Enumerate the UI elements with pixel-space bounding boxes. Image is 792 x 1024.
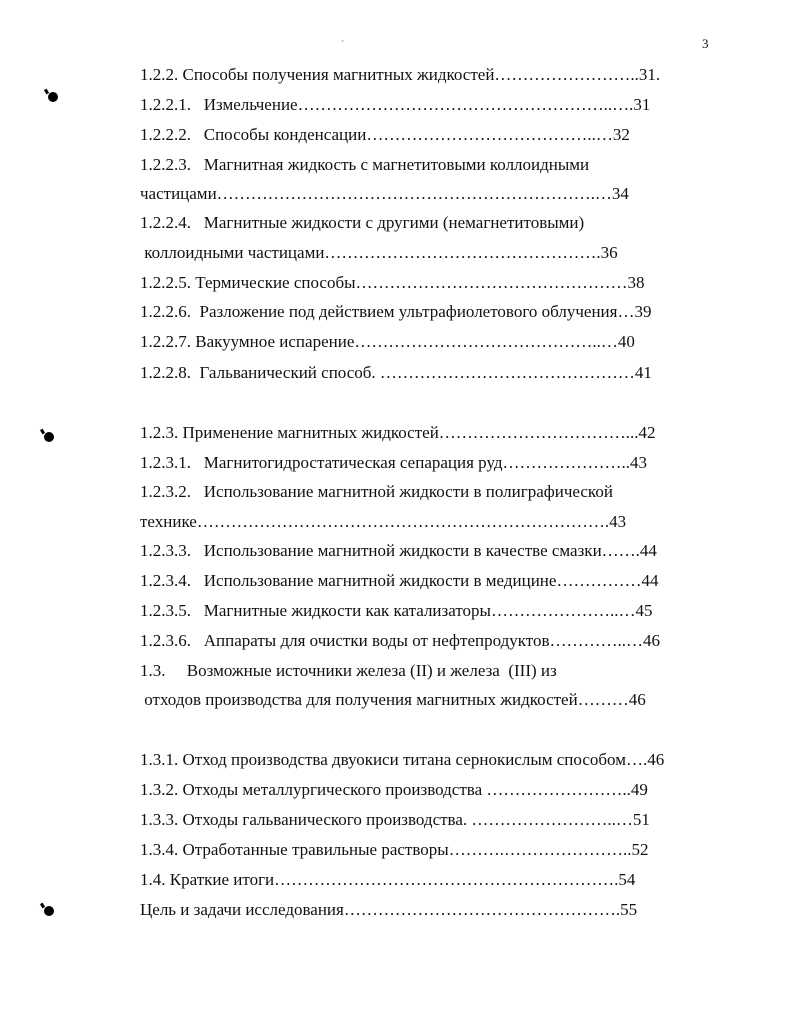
toc-entry: технике……………………………………………………………….43: [140, 512, 627, 531]
page-number: 3: [702, 36, 709, 51]
toc-entry: 1.2.3. Применение магнитных жидкостей……………………………...42: [140, 423, 656, 442]
toc-entry: 1.2.2.5. Термические способы…………………………………………38: [140, 273, 645, 292]
toc-entry: 1.2.3.6. Аппараты для очистки воды от нефтепродуктов…………..…46: [140, 631, 661, 650]
punch-hole-mark: [48, 92, 58, 102]
toc-entry: 1.3.3. Отходы гальванического производства. ……………………..…51: [140, 810, 650, 829]
toc-entry: 1.2.3.5. Магнитные жидкости как катализаторы…………………..…45: [140, 601, 653, 620]
toc-entry: коллоидными частицами………………………………………….36: [140, 243, 618, 262]
toc-entry: 1.3. Возможные источники железа (II) и железа (III) из: [140, 661, 557, 680]
toc-entry: 1.2.3.1. Магнитогидростатическая сепарация руд…………………..43: [140, 453, 648, 472]
toc-entry: 1.2.2.8. Гальванический способ. ………………………………………41: [140, 363, 652, 382]
punch-hole-mark: [44, 906, 54, 916]
toc-entry: 1.2.2.1. Измельчение………………………………………………..….31: [140, 95, 651, 114]
toc-entry: 1.2.3.2. Использование магнитной жидкости в полиграфической: [140, 482, 613, 501]
toc-entry: 1.2.2.2. Способы конденсации…………………………………..…32: [140, 125, 630, 144]
toc-entry: отходов производства для получения магнитных жидкостей………46: [140, 690, 646, 709]
toc-entry: 1.2.2. Способы получения магнитных жидкостей……………………..31.: [140, 65, 661, 84]
scan-speck: `: [341, 40, 345, 51]
toc-entry: 1.3.4. Отработанные травильные растворы……….…………………..52: [140, 840, 649, 859]
toc-entry: 1.2.3.3. Использование магнитной жидкости в качестве смазки…….44: [140, 541, 657, 560]
toc-entry: 1.4. Краткие итоги…………………………………………………….54: [140, 870, 636, 889]
toc-entry: 1.2.2.7. Вакуумное испарение……………………………………..…40: [140, 332, 635, 351]
toc-entry: 1.2.3.4. Использование магнитной жидкости в медицине……………44: [140, 571, 659, 590]
toc-entry: 1.2.2.3. Магнитная жидкость с магнетитовыми коллоидными: [140, 155, 590, 174]
toc-entry: Цель и задачи исследования………………………………………….55: [140, 900, 638, 919]
toc-entry: 1.3.1. Отход производства двуокиси титана сернокислым способом….46: [140, 750, 665, 769]
toc-entry: 1.2.2.6. Разложение под действием ультрафиолетового облучения…39: [140, 302, 652, 321]
toc-entry: 1.3.2. Отходы металлургического производства ……………………..49: [140, 780, 648, 799]
punch-hole-mark: [44, 432, 54, 442]
toc-entry: 1.2.2.4. Магнитные жидкости с другими (немагнетитовыми): [140, 213, 585, 232]
toc-entry: частицами………………………………………………………….…34: [140, 184, 629, 203]
